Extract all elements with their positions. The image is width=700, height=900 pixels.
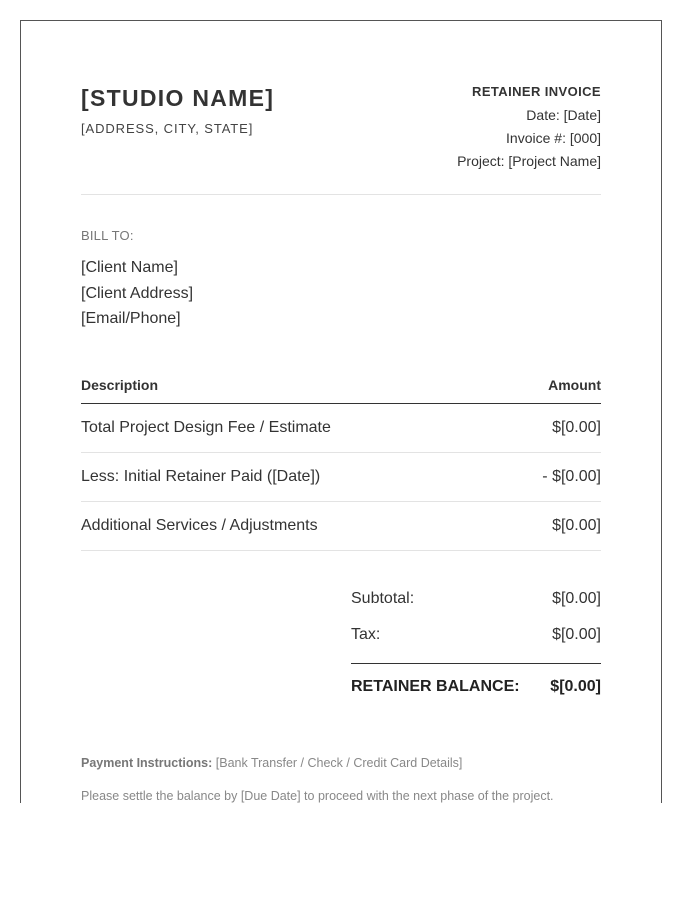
bill-to-block <box>81 255 193 332</box>
payment-instructions-text: [Bank Transfer / Check / Credit Card Details] <box>215 756 463 770</box>
table-row-description: Less: Initial Retainer Paid ([Date]) <box>81 468 321 485</box>
invoice-meta <box>457 85 601 168</box>
row-divider <box>81 501 601 502</box>
bill-to-label: BILL TO: <box>81 228 134 243</box>
retainer-balance-label: RETAINER BALANCE: <box>351 678 520 695</box>
studio-name: [STUDIO NAME] <box>81 85 275 111</box>
row-divider <box>81 550 601 551</box>
tax-value: $[0.00] <box>552 626 601 643</box>
column-header-amount: Amount <box>548 377 601 393</box>
tax-label: Tax: <box>351 626 381 643</box>
payment-instructions <box>81 756 462 770</box>
subtotal-label: Subtotal: <box>351 590 415 607</box>
client-address: [Client Address] <box>81 284 194 302</box>
table-row-description: Total Project Design Fee / Estimate <box>81 419 331 436</box>
column-header-description: Description <box>81 377 159 393</box>
invoice-title: RETAINER INVOICE <box>472 84 601 99</box>
invoice-number: Invoice #: [000] <box>506 130 601 146</box>
header-divider <box>81 194 601 195</box>
table-row-description: Additional Services / Adjustments <box>81 517 318 534</box>
client-contact: [Email/Phone] <box>81 310 181 327</box>
invoice-project: Project: [Project Name] <box>457 153 601 169</box>
table-row-amount: $[0.00] <box>552 517 601 534</box>
invoice-page <box>20 20 662 803</box>
invoice-date: Date: [Date] <box>526 107 601 123</box>
subtotal-value: $[0.00] <box>552 590 601 607</box>
table-header-divider <box>81 403 601 404</box>
row-divider <box>81 452 601 453</box>
totals-divider <box>351 663 601 664</box>
table-row-amount: - $[0.00] <box>542 468 601 485</box>
studio-address: [ADDRESS, CITY, STATE] <box>81 121 254 136</box>
payment-instructions-label: Payment Instructions: <box>81 756 213 770</box>
settlement-note: Please settle the balance by [Due Date] to proceed with the next phase of the project. <box>81 789 554 803</box>
client-name: [Client Name] <box>81 259 178 276</box>
retainer-balance-value: $[0.00] <box>550 678 601 695</box>
table-row-amount: $[0.00] <box>552 419 601 436</box>
